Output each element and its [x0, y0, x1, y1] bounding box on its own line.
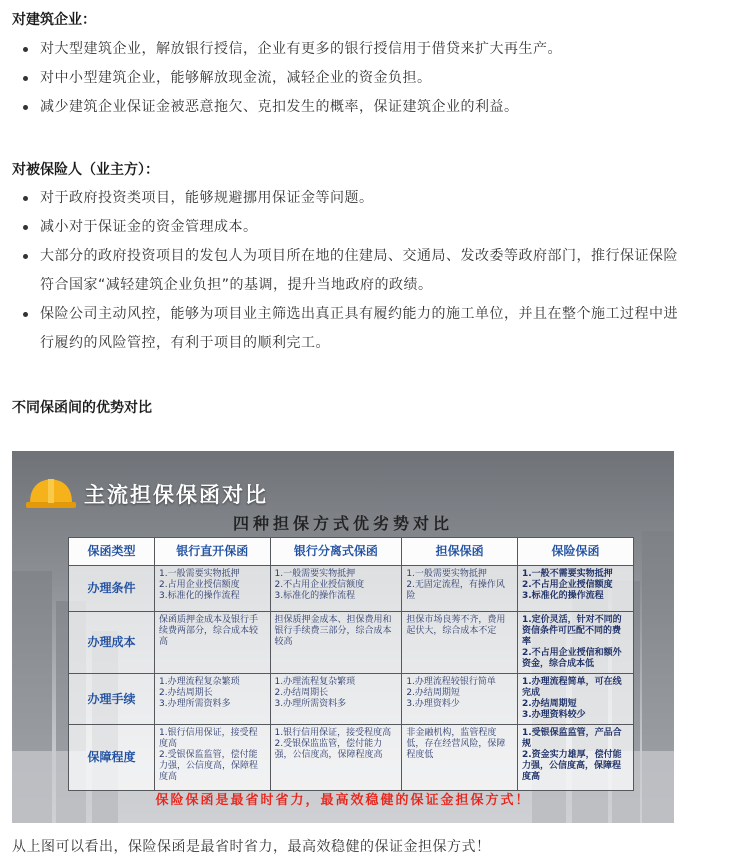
- table-cell-line: 1.一般不需要实物抵押: [522, 569, 613, 579]
- list-item: 对中小型建筑企业，能够解放现金流，减轻企业的资金负担。: [20, 64, 680, 93]
- table-cell-line: 3.标准化的操作流程: [522, 591, 604, 601]
- table-cell: [518, 674, 634, 725]
- table-row: [69, 674, 634, 725]
- table-cell-line: 2.不占用企业授信额度: [274, 580, 365, 590]
- table-cell: [518, 566, 634, 612]
- list-item: 保险公司主动风控，能够为项目业主筛选出真正具有履约能力的施工单位，并且在整个施工过程中进行履约的风险管控，有利于项目的顺利完工。: [20, 300, 680, 358]
- table-row-header: 办理手续: [69, 674, 155, 725]
- banner-title: 主流担保保函对比: [84, 483, 268, 507]
- hard-hat-icon: [24, 475, 78, 511]
- table-cell-line: 3.办理所需资料多: [274, 699, 347, 709]
- table-cell-line: 2.不占用企业授信和额外资金，综合成本低: [522, 648, 622, 669]
- table-cell-line: 担保质押金成本、担保费用和银行手续费三部分，综合成本较高: [274, 615, 392, 647]
- table-cell: [270, 725, 402, 791]
- list-item: 减小对于保证金的资金管理成本。: [20, 213, 680, 242]
- table-row: [69, 566, 634, 612]
- conclusion-text: 从上图可以看出，保险保函是最省时省力，最高效稳健的保证金担保方式！: [12, 839, 491, 855]
- table-cell-line: 1.银行信用保证，接受程度高: [274, 728, 392, 738]
- table-cell-line: 1.定价灵活，针对不同的资信条件可匹配不同的费率: [522, 615, 622, 647]
- table-column-header: 保函类型: [69, 538, 155, 566]
- list-item: 对于政府投资类项目，能够规避挪用保证金等问题。: [20, 184, 680, 213]
- table-cell-line: 1.办理流程较银行简单: [406, 677, 496, 687]
- section-heading-construction: 对建筑企业：: [12, 12, 96, 28]
- table-cell-line: 2.办结周期短: [522, 699, 577, 709]
- table-cell-line: 1.一般需要实物抵押: [406, 569, 487, 579]
- table-row: [69, 725, 634, 791]
- list-item: 大部分的政府投资项目的发包人为项目所在地的住建局、交通局、发改委等政府部门，推行保证保险符合国家“减轻建筑企业负担”的基调，提升当地政府的政绩。: [20, 242, 680, 300]
- table-cell-line: 1.受银保监监管，产品合规: [522, 728, 622, 749]
- table-cell-line: 2.办结周期长: [274, 688, 329, 698]
- banner-subtitle: 四种担保方式优劣势对比: [232, 514, 453, 533]
- construction-benefits-list: [20, 35, 680, 122]
- table-cell: [518, 612, 634, 674]
- table-cell-line: 3.办理资料少: [406, 699, 460, 709]
- table-cell: [270, 566, 402, 612]
- table-cell: [402, 674, 518, 725]
- table-cell: [270, 674, 402, 725]
- table-row-header: 办理成本: [69, 612, 155, 674]
- table-column-header: 银行分离式保函: [270, 538, 402, 566]
- table-cell-line: 1.一般需要实物抵押: [159, 569, 240, 579]
- table-cell-line: 1.一般需要实物抵押: [274, 569, 356, 579]
- table-cell-line: 2.受银保监监管，偿付能力强，公信度高，保障程度高: [159, 750, 259, 782]
- section-heading-insured: 对被保险人（业主方）：: [12, 162, 159, 178]
- table-cell-line: 3.标准化的操作流程: [274, 591, 356, 601]
- table-cell-line: 3.办理所需资料多: [159, 699, 231, 709]
- table-cell-line: 1.办理流程复杂繁琐: [274, 677, 356, 687]
- table-cell: [402, 566, 518, 612]
- guarantee-comparison-table: [68, 537, 634, 791]
- table-row: [69, 612, 634, 674]
- table-cell-line: 2.占用企业授信额度: [159, 580, 240, 590]
- list-item: 对大型建筑企业，解放银行授信，企业有更多的银行授信用于借贷来扩大再生产。: [20, 35, 680, 64]
- table-cell-line: 2.办结周期短: [406, 688, 460, 698]
- table-cell: [402, 612, 518, 674]
- table-cell-line: 1.银行信用保证，接受程度高: [159, 728, 258, 749]
- table-cell-line: 3.标准化的操作流程: [159, 591, 240, 601]
- table-cell: [155, 566, 271, 612]
- table-cell: [270, 612, 402, 674]
- table-cell-line: 担保市场良莠不齐，费用起伏大，综合成本不定: [406, 615, 506, 636]
- table-cell-line: 2.无固定流程，有操作风险: [406, 580, 505, 601]
- table-cell-line: 2.受银保监监管，偿付能力强，公信度高，保障程度高: [274, 739, 383, 760]
- insured-benefits-list: [20, 184, 680, 358]
- table-cell: [155, 612, 271, 674]
- table-column-header: 担保保函: [402, 538, 518, 566]
- table-cell-line: 2.办结周期长: [159, 688, 213, 698]
- table-cell: [518, 725, 634, 791]
- table-cell: [402, 725, 518, 791]
- table-cell-line: 非金融机构，监管程度低，存在经营风险，保障程度低: [406, 728, 506, 760]
- table-cell-line: 2.资金实力雄厚，偿付能力强，公信度高，保障程度高: [522, 750, 622, 782]
- table-cell-line: 3.办理资料较少: [522, 710, 586, 720]
- table-row-header: 办理条件: [69, 566, 155, 612]
- banner-footer-slogan: 保险保函是最省时省力，最高效稳健的保证金担保方式！: [155, 793, 531, 808]
- table-cell: [155, 725, 271, 791]
- table-cell-line: 1.办理流程简单，可在线完成: [522, 677, 622, 698]
- comparison-banner-image: [12, 451, 674, 823]
- table-cell: [155, 674, 271, 725]
- table-cell-line: 2.不占用企业授信额度: [522, 580, 613, 590]
- table-cell-line: 1.办理流程复杂繁琐: [159, 677, 240, 687]
- section-heading-comparison: 不同保函间的优势对比: [12, 400, 152, 416]
- table-row-header: 保障程度: [69, 725, 155, 791]
- table-column-header: 保险保函: [518, 538, 634, 566]
- list-item: 减少建筑企业保证金被恶意拖欠、克扣发生的概率，保证建筑企业的利益。: [20, 93, 680, 122]
- table-cell-line: 保函质押金成本及银行手续费两部分，综合成本较高: [159, 615, 259, 647]
- table-column-header: 银行直开保函: [155, 538, 271, 566]
- table-header-row: [69, 538, 634, 566]
